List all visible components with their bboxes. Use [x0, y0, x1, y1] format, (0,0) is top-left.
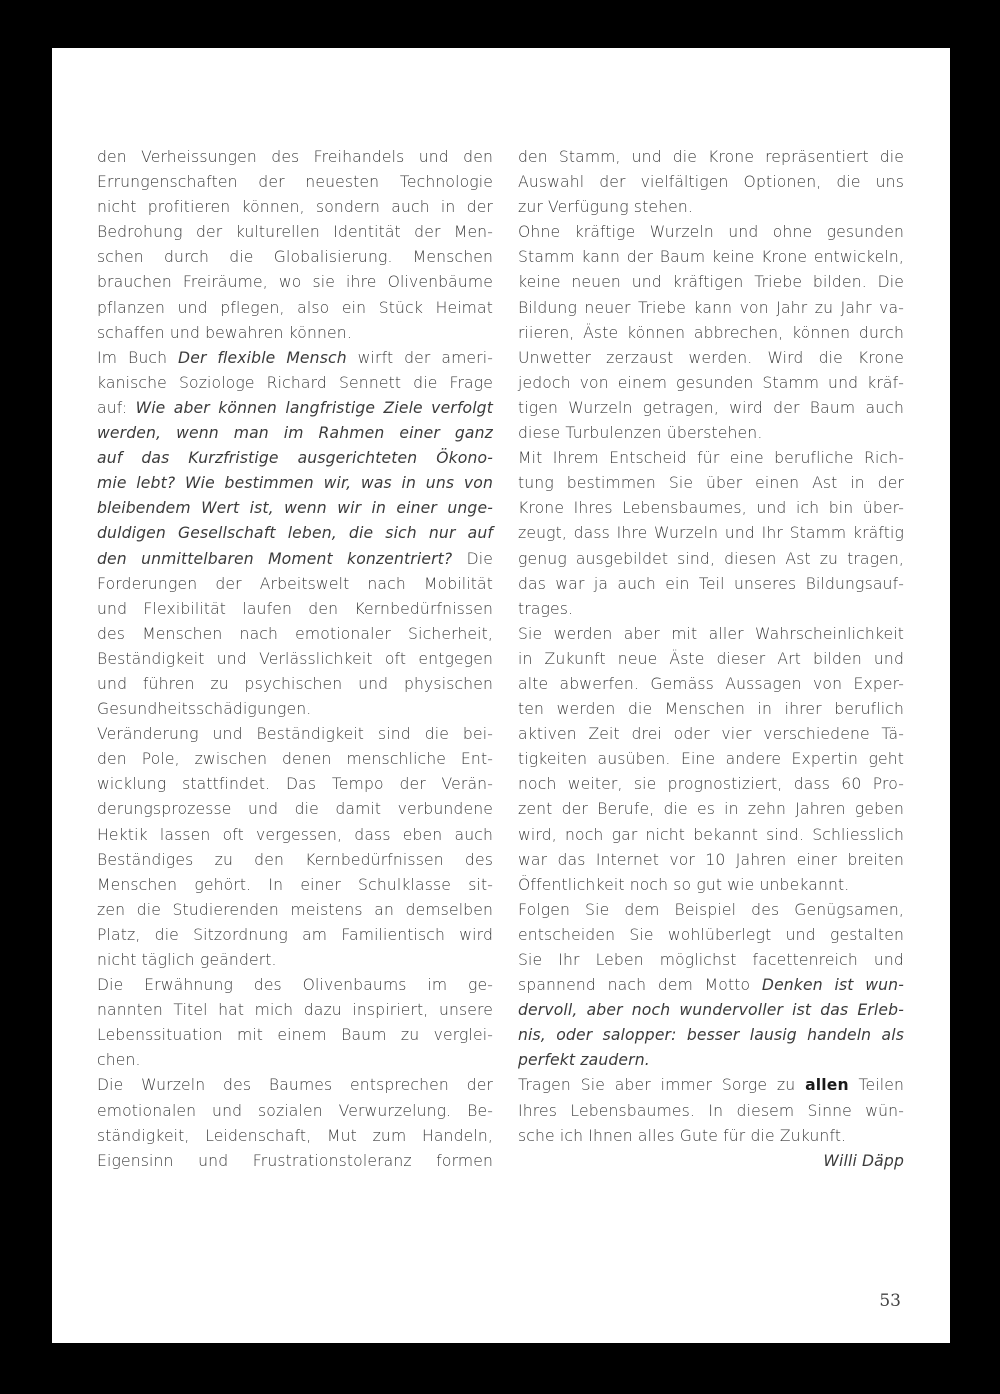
text-line: Krone Ihres Lebensbaumes, und ich bin über-: [518, 499, 904, 518]
text-line: schen durch die Globalisierung. Menschen: [97, 248, 493, 267]
italic-text: mie lebt? Wie bestimmen wir, was in uns von: [97, 474, 493, 493]
text-line: Mit Ihrem Entscheid für eine berufliche Rich-: [518, 449, 904, 468]
text-line: ten werden die Menschen in ihrer beruflich: [518, 700, 904, 719]
bold-text: allen: [805, 1076, 849, 1095]
text-line: brauchen Freiräume, wo sie ihre Olivenbäume: [97, 273, 493, 292]
left-text-column: [97, 145, 493, 1174]
text-line: keine neuen und kräftigen Triebe bilden. Die: [518, 273, 904, 292]
text-line: [97, 396, 493, 421]
text-segment: Tragen Sie aber immer Sorge zu: [518, 1076, 806, 1095]
text-segment: Die: [452, 549, 493, 568]
text-line: Die Erwähnung des Olivenbaums im ge-: [97, 976, 493, 995]
text-line: pflanzen und pflegen, also ein Stück Heimat: [97, 298, 493, 317]
text-line: Gesundheitsschädigungen.: [97, 700, 312, 719]
text-line: zeugt, dass Ihre Wurzeln und Ihr Stamm kräftig: [518, 524, 904, 543]
text-line: Hektik lassen oft vergessen, dass eben auch: [97, 825, 493, 844]
italic-text: duldigen Gesellschaft leben, die sich nur auf: [97, 524, 493, 543]
text-line: und führen zu psychischen und physischen: [97, 674, 493, 693]
text-line: [518, 1023, 904, 1048]
text-segment: auf:: [97, 398, 136, 417]
text-line: Die Wurzeln des Baumes entsprechen der: [97, 1076, 493, 1095]
text-line: sche ich Ihnen alles Gute für die Zukunft.: [518, 1126, 847, 1145]
text-line: [518, 973, 904, 998]
text-line: Unwetter zerzaust werden. Wird die Krone: [518, 348, 904, 367]
text-line: Beständigkeit und Verlässlichkeit oft entgegen: [97, 649, 493, 668]
text-line: zen die Studierenden meistens an demselben: [97, 900, 493, 919]
italic-text: Denken ist wun-: [761, 976, 904, 995]
text-line: [97, 521, 493, 546]
text-line: wicklung stattfindet. Das Tempo der Verän-: [97, 775, 493, 794]
text-line: tigen Wurzeln getragen, wird der Baum auch: [518, 398, 904, 417]
text-line: das war ja auch ein Teil unseres Bildungsauf-: [518, 574, 904, 593]
text-segment: Teilen: [848, 1076, 904, 1095]
text-line: [97, 471, 493, 496]
text-line: Bildung neuer Triebe kann von Jahr zu Jahr va-: [518, 298, 904, 317]
text-line: tigkeiten ausüben. Eine andere Expertin geht: [518, 750, 904, 769]
text-line: den Pole, zwischen denen menschliche Ent-: [97, 750, 493, 769]
text-line: Folgen Sie dem Beispiel des Genügsamen,: [518, 900, 904, 919]
italic-text: perfekt zaudern.: [518, 1051, 650, 1070]
text-line: Ohne kräftige Wurzeln und ohne gesunden: [518, 223, 904, 242]
italic-text: nis, oder salopper: besser lausig handeln als: [518, 1026, 904, 1045]
text-line: nicht täglich geändert.: [97, 951, 277, 969]
text-line: war das Internet vor 10 Jahren einer breiten: [518, 850, 904, 869]
text-line: [97, 446, 493, 471]
right-text-column: [518, 145, 904, 1174]
text-line: alte abwerfen. Gemäss Aussagen von Exper-: [518, 674, 904, 693]
text-line: Sie Ihr Leben möglichst facettenreich und: [518, 951, 904, 969]
text-line: [97, 496, 493, 521]
text-line: [518, 998, 904, 1023]
text-line: Lebenssituation mit einem Baum zu verglei-: [97, 1026, 493, 1045]
text-line: wird, noch gar nicht bekannt sind. Schliesslich: [518, 825, 904, 844]
text-line: Beständiges zu den Kernbedürfnissen des: [97, 850, 493, 869]
text-line: Auswahl der vielfältigen Optionen, die uns: [518, 173, 904, 192]
text-segment: wirft der ameri-: [346, 348, 493, 367]
text-line: Forderungen der Arbeitswelt nach Mobilität: [97, 574, 493, 593]
text-line: Öffentlichkeit noch so gut wie unbekannt.: [518, 875, 850, 894]
text-line: Veränderung und Beständigkeit sind die bei-: [97, 725, 493, 744]
document-page: [52, 48, 950, 1343]
text-line: nicht profitieren können, sondern auch in der: [97, 198, 493, 217]
text-line: derungsprozesse und die damit verbundene: [97, 800, 493, 819]
text-line: Platz, die Sitzordnung am Familientisch wird: [97, 925, 493, 944]
text-line: aktiven Zeit drei oder vier verschiedene Tä-: [518, 725, 904, 744]
italic-text: bleibendem Wert ist, wenn wir in einer unge-: [97, 499, 493, 518]
italic-text: Wie aber können langfristige Ziele verfolgt: [135, 398, 493, 417]
text-line: Bedrohung der kulturellen Identität der Men-: [97, 223, 493, 242]
text-line: tung bestimmen Sie über einen Ast in der: [518, 474, 904, 493]
text-line: [518, 1073, 904, 1098]
text-line: und Flexibilität laufen den Kernbedürfnissen: [97, 599, 493, 618]
page-number: 53: [879, 1291, 901, 1311]
text-line: riieren, Äste können abbrechen, können durch: [518, 323, 904, 342]
text-line: den Verheissungen des Freihandels und den: [97, 148, 493, 166]
text-line: Sie werden aber mit aller Wahrscheinlichkeit: [518, 624, 904, 643]
text-line: [97, 547, 493, 572]
text-segment: Im Buch: [97, 348, 179, 367]
text-line: zur Verfügung stehen.: [518, 198, 694, 217]
text-segment: spannend nach dem Motto: [518, 976, 762, 995]
italic-text: auf das Kurzfristige ausgerichteten Ökono-: [97, 449, 493, 468]
text-line: [97, 346, 493, 371]
text-line: ständigkeit, Leidenschaft, Mut zum Handeln,: [97, 1126, 493, 1145]
text-line: entscheiden Sie wohlüberlegt und gestalten: [518, 925, 904, 944]
text-line: Menschen gehört. In einer Schulklasse sit-: [97, 875, 493, 894]
text-line: genug ausgebildet sind, diesen Ast zu tragen,: [518, 549, 904, 568]
text-line: Stamm kann der Baum keine Krone entwickeln,: [518, 248, 904, 267]
text-line: zent der Berufe, die es in zehn Jahren geben: [518, 800, 904, 819]
text-line: noch weiter, sie prognostiziert, dass 60 Pro-: [518, 775, 904, 794]
text-line: schaffen und bewahren können.: [97, 323, 352, 342]
text-line: den Stamm, und die Krone repräsentiert die: [518, 148, 904, 166]
text-line: kanische Soziologe Richard Sennett die Frage: [97, 373, 493, 392]
author-signature: Willi Däpp: [823, 1151, 904, 1170]
text-line: emotionalen und sozialen Verwurzelung. Be-: [97, 1101, 493, 1120]
text-line: chen.: [97, 1051, 141, 1070]
text-line: trages.: [518, 599, 574, 618]
text-line: nannten Titel hat mich dazu inspiriert, unsere: [97, 1001, 493, 1020]
italic-text: Der flexible Mensch: [178, 348, 347, 367]
text-line: Ihres Lebensbaumes. In diesem Sinne wün-: [518, 1101, 904, 1120]
italic-text: dervoll, aber noch wundervoller ist das Erleb-: [518, 1001, 904, 1020]
italic-text: den unmittelbaren Moment konzentriert?: [97, 549, 453, 568]
text-line: in Zukunft neue Äste dieser Art bilden und: [518, 649, 904, 668]
text-line: [518, 1048, 904, 1073]
text-line: jedoch von einem gesunden Stamm und kräf-: [518, 373, 904, 392]
italic-text: werden, wenn man im Rahmen einer ganz: [97, 424, 493, 443]
text-line: Errungenschaften der neuesten Technologie: [97, 173, 493, 192]
text-line: [97, 421, 493, 446]
text-line: des Menschen nach emotionaler Sicherheit,: [97, 624, 493, 643]
text-line: diese Turbulenzen überstehen.: [518, 424, 763, 443]
text-line: Eigensinn und Frustrationstoleranz formen: [97, 1151, 493, 1170]
